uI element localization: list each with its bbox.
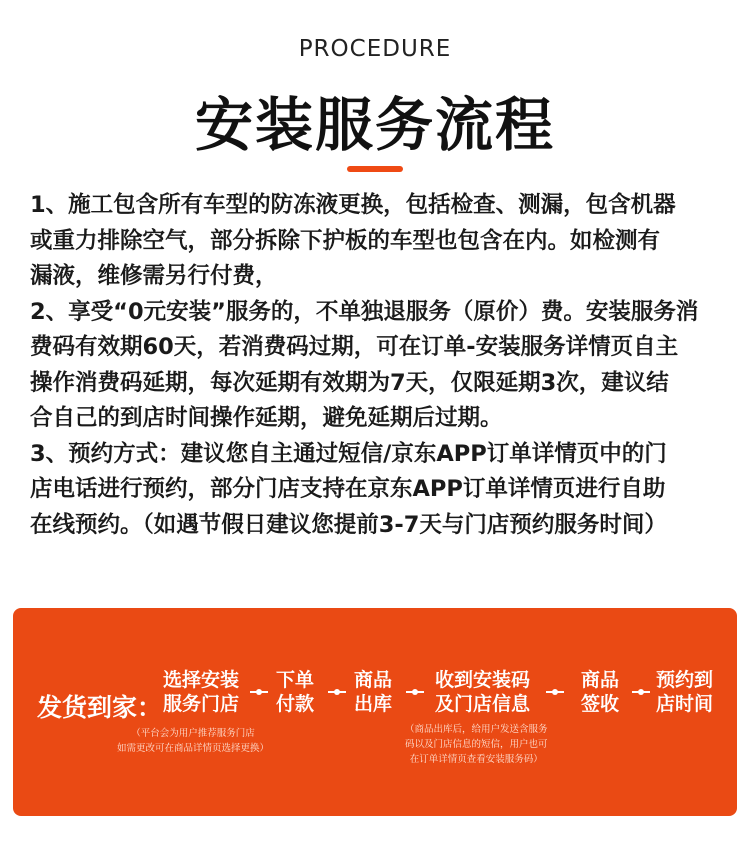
- terms-line: 3、预约方式：建议您自主通过短信/京东APP订单详情页中的门: [30, 440, 667, 467]
- flow-step-book-visit: [656, 668, 713, 716]
- note-line: （平台会为用户推荐服务门店: [131, 728, 255, 739]
- flow-lead-label: 发货到家：: [37, 693, 163, 722]
- flow-step-label: 选择安装: [163, 669, 240, 691]
- flow-step-dispatch: [354, 668, 392, 716]
- flow-step-label: 商品: [581, 669, 620, 691]
- flow-step-label: 商品: [354, 669, 393, 691]
- store-recommend-note: [117, 726, 269, 756]
- flow-step-label: 付款: [276, 693, 315, 715]
- flow-step-label: 收到安装码: [435, 669, 531, 691]
- flow-connector: [546, 689, 564, 695]
- note-line: 如需更改可在商品详情页选择更换）: [117, 743, 270, 754]
- flow-step-sign-receipt: [581, 668, 619, 716]
- terms-line: 合自己的到店时间操作延期，避免延期后过期。: [30, 405, 503, 431]
- flow-connector: [250, 689, 268, 695]
- terms-line: 漏液，维修需另行付费，: [30, 263, 278, 289]
- note-line: 在订单详情页查看安装服务码）: [409, 754, 543, 765]
- flow-step-label: 下单: [276, 669, 315, 691]
- flow-step-label: 及门店信息: [435, 693, 531, 715]
- terms-line: 费码有效期60天，若消费码过期，可在订单-安装服务详情页自主: [30, 334, 679, 360]
- terms-line: 操作消费码延期，每次延期有效期为7天，仅限延期3次，建议结: [30, 369, 669, 396]
- flow-step-label: 服务门店: [163, 693, 240, 715]
- flow-step-label: 出库: [354, 693, 393, 715]
- title-underline: [347, 166, 403, 172]
- flow-connector: [632, 689, 650, 695]
- terms-line: 1、施工包含所有车型的防冻液更换，包括检查、测漏，包含机器: [30, 192, 676, 218]
- flow-connector: [328, 689, 346, 695]
- flow-step-choose-store: [163, 668, 239, 716]
- terms-line: 或重力排除空气，部分拆除下护板的车型也包含在内。如检测有: [30, 227, 661, 254]
- page-title: 安装服务流程: [194, 91, 555, 159]
- flow-step-label: 店时间: [656, 693, 714, 715]
- terms-line: 店电话进行预约，部分门店支持在京东APP订单详情页进行自助: [30, 476, 666, 502]
- service-terms: [30, 188, 730, 543]
- flow-step-label: 签收: [581, 693, 620, 715]
- flow-step-label: 预约到: [656, 669, 714, 691]
- flow-connector: [406, 689, 424, 695]
- install-code-note: [405, 722, 548, 767]
- terms-line: 2、享受“0元安装”服务的，不单独退服务（原价）费。安装服务消: [30, 298, 699, 325]
- note-line: （商品出库后，给用户发送含服务: [405, 724, 548, 735]
- procedure-eyebrow: PROCEDURE: [298, 36, 452, 62]
- flow-step-order-pay: [276, 668, 314, 716]
- note-line: 码以及门店信息的短信，用户也可: [405, 739, 548, 750]
- flow-step-receive-code: [435, 668, 530, 716]
- flow-banner: [13, 608, 737, 816]
- terms-line: 在线预约。（如遇节假日建议您提前3-7天与门店预约服务时间）: [30, 511, 667, 538]
